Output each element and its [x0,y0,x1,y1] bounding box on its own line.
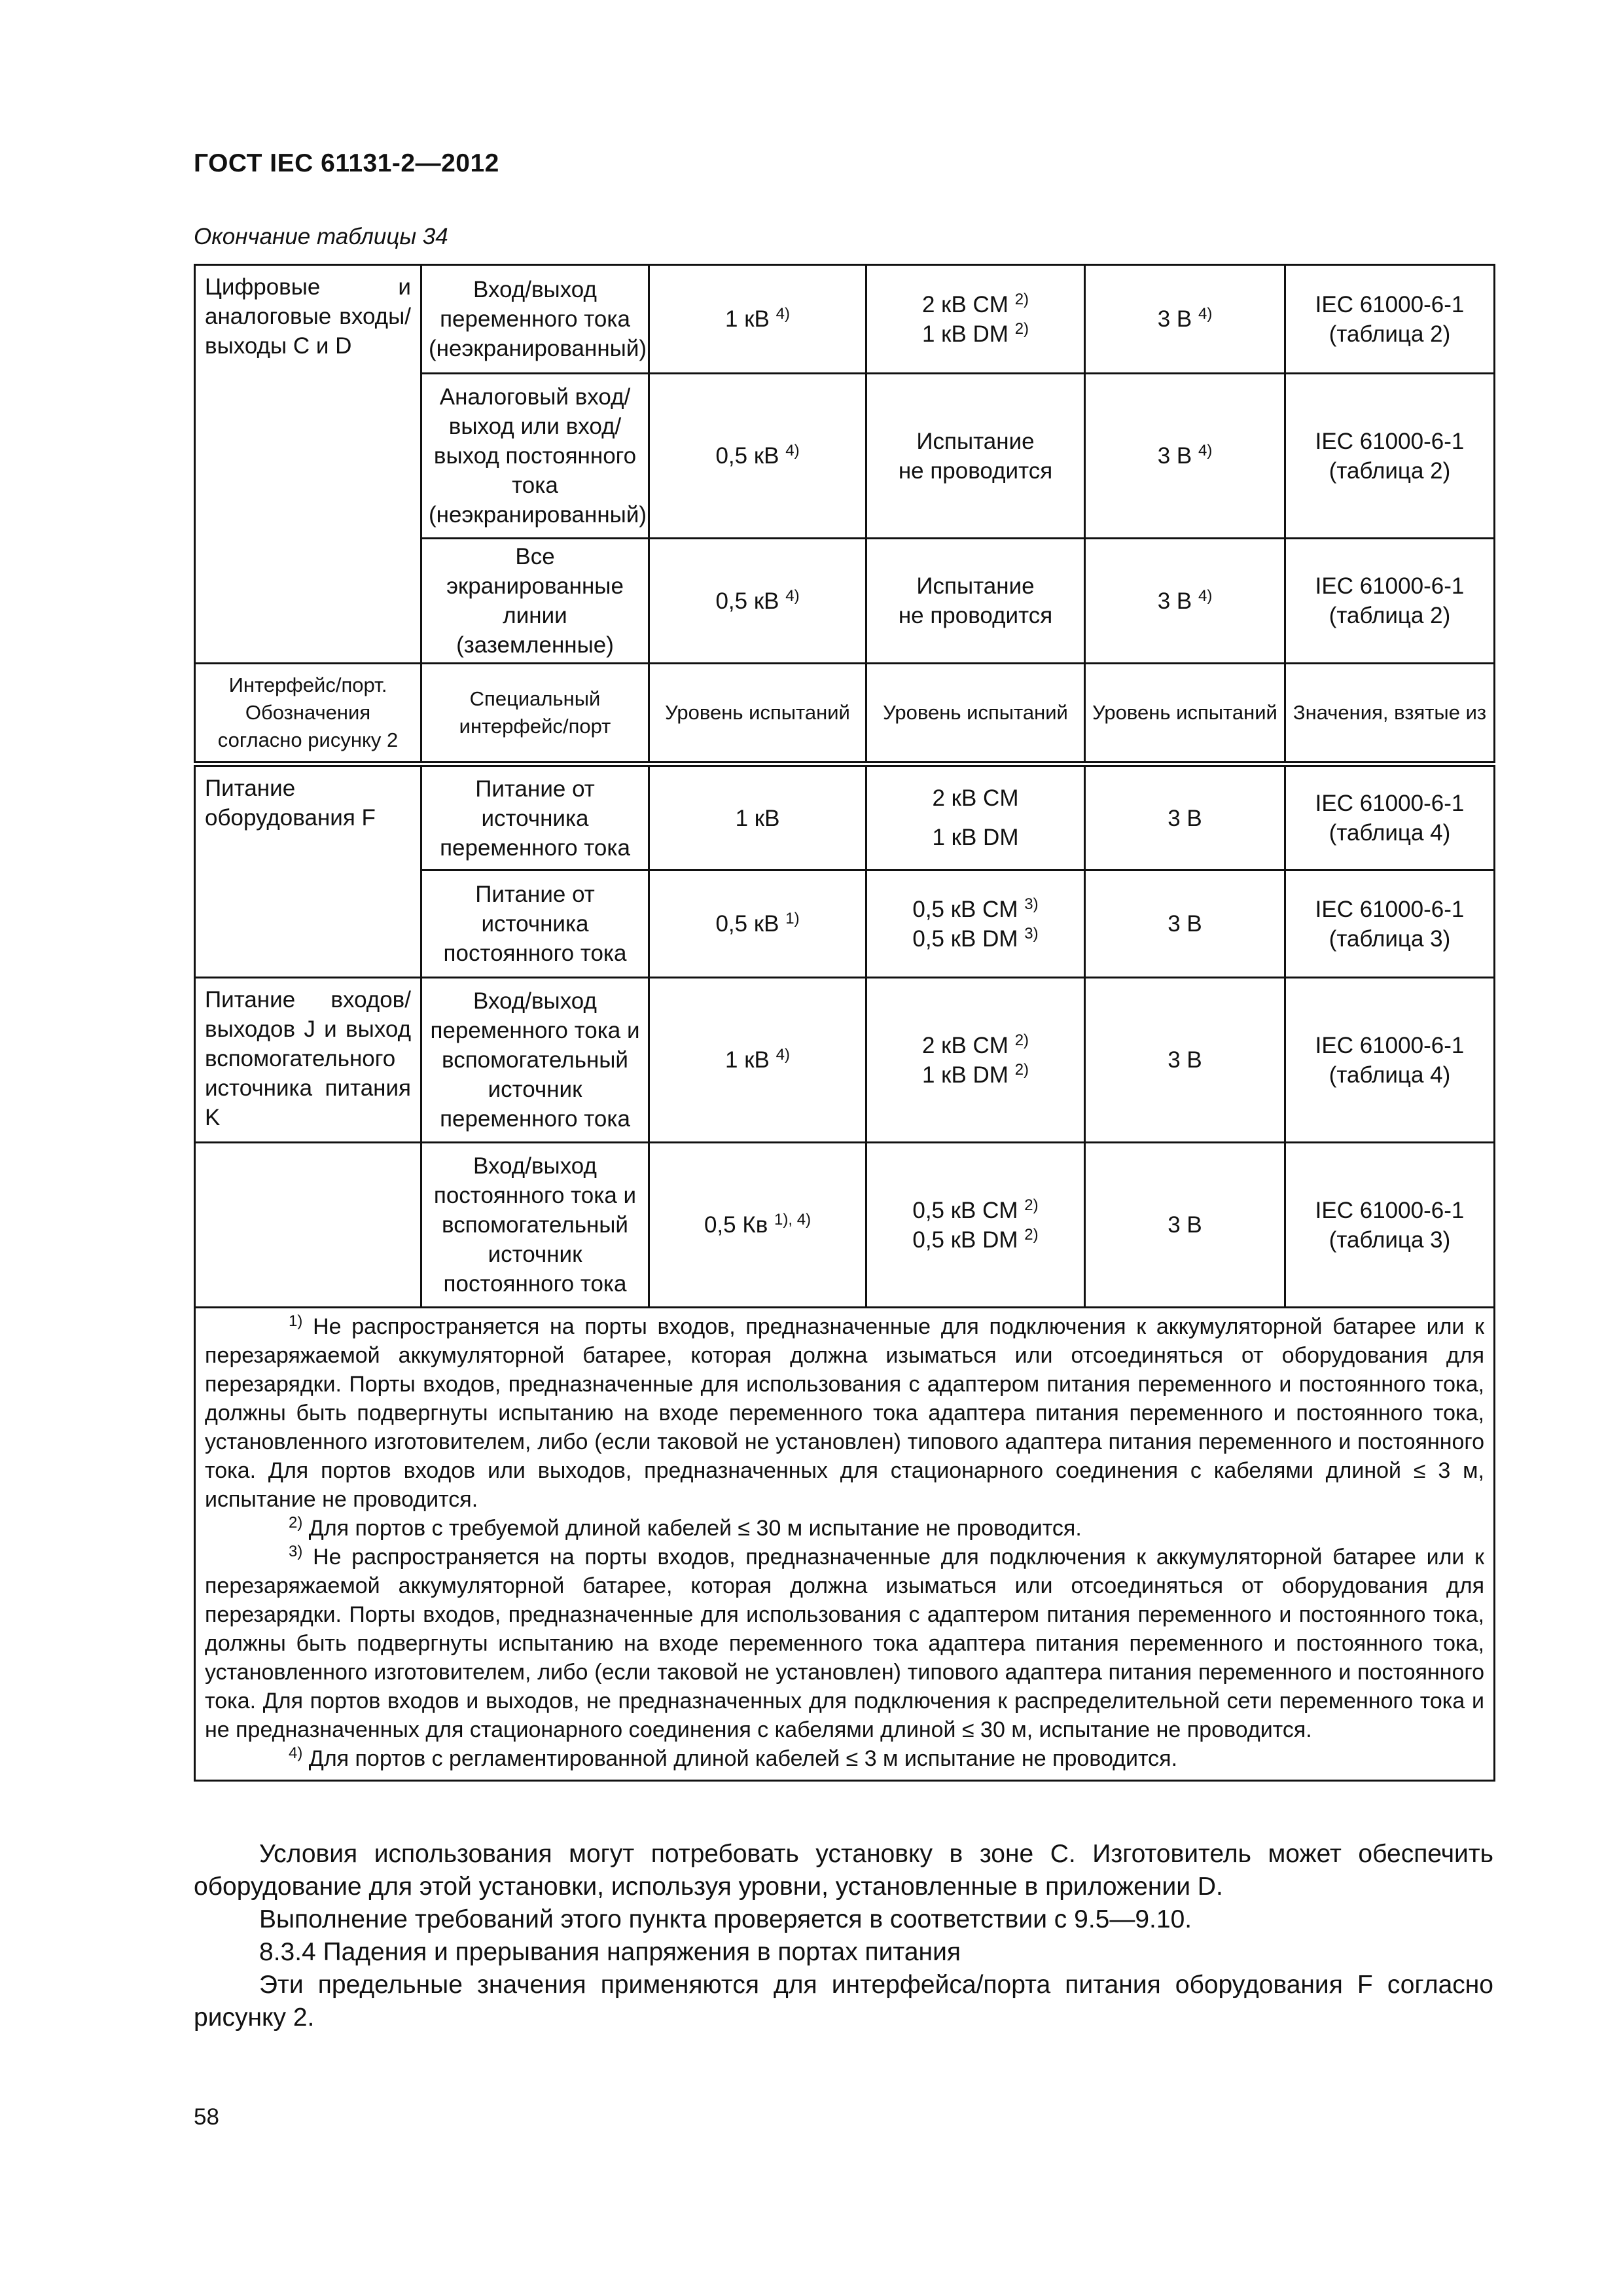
body-paragraph: Выполнение требований этого пункта проверяется в соответствии с 9.5—9.10. [259,1905,1192,1933]
rf-cell: 3 В $^{4)}$ [1085,374,1285,539]
burst-cell: 2 кВ CM $^{2)}$ 1 кВ DM $^{2)}$ [866,978,1085,1143]
surge-cell: 0,5 Кв $^{1), 4)}$ [649,1143,866,1308]
footnote: $^{4)}$ Для портов с регламентированной длиной кабелей ≤ 3 м испытание не проводится. [289,1744,1178,1771]
burst-cell: 0,5 кВ CM $^{3)}$ 0,5 кВ DM $^{3)}$ [866,870,1085,978]
rf-cell: 3 В $^{4)}$ [1085,265,1285,374]
rf-cell: 3 В $^{4)}$ [1085,539,1285,664]
standard-cell: IEC 61000-6-1 (таблица 3) [1285,870,1495,978]
standard-cell: IEC 61000-6-1 (таблица 2) [1285,539,1495,664]
body-paragraph: Условия использования могут потребовать установку в зоне С. Изготовитель может обеспечить оборудование для этой установки, используя уровни, установленные в приложении D. [194,1840,1493,1901]
surge-cell: 0,5 кВ $^{4)}$ [649,539,866,664]
standard-cell: IEC 61000-6-1 (таблица 2) [1285,265,1495,374]
burst-cell: 2 кВ CM 1 кВ DM [866,764,1085,870]
table-row [195,764,1495,870]
surge-cell: 0,5 кВ $^{1)}$ [649,870,866,978]
table-header-row [195,664,1495,764]
header-cell: Уровень испытаний [1085,664,1285,764]
header-cell: Специальный интерфейс/порт [421,664,649,764]
burst-cell: Испытание не проводится [866,374,1085,539]
notes-row [195,1308,1495,1781]
standard-cell: IEC 61000-6-1 (таблица 2) [1285,374,1495,539]
footnote: $^{1)}$ Не распространяется на порты входов, предназначенные для подключения к аккумуляторной батарее или к перезаряжаемой аккумуляторной батарее, которая должна изыматься или отсоединяться от оборудования для перезарядки. Порты входов, предназначенные для использования с адаптером питания переменного и постоянного тока, должны быть подвергнуты испытанию на входе переменного тока адаптера питания переменного и постоянного тока, установленного изготовителем, либо (если таковой не установлен) типового адаптера питания переменного и постоянного тока. Для портов входов или выходов, предназначенных для стационарного соединения с кабелями длиной ≤ 3 м, испытание не проводится. [205,1312,1484,1512]
document-header: ГОСТ IEC 61131-2—2012 [194,149,499,177]
footnote: $^{3)}$ Не распространяется на порты входов, предназначенные для подключения к аккумуляторной батарее или к перезаряжаемой аккумуляторной батарее, которая должна изыматься или отсоединяться от оборудования для перезарядки. Порты входов, предназначенные для использования с адаптером питания переменного и постоянного тока, должны быть подвергнуты испытанию на входе переменного тока адаптера питания переменного и постоянного тока, установленного изготовителем, либо (если таковой не установлен) типового адаптера питания переменного и постоянного тока. Для портов входов и выходов, не предназначенных для подключения к распределительной сети переменного тока и не предназначенных для стационарного соединения с кабелями длиной ≤ 30 м, испытание не проводится. [205,1543,1484,1742]
surge-cell: 1 кВ $^{4)}$ [649,978,866,1143]
header-cell: Уровень испытаний [866,664,1085,764]
group-label: Питание оборудования F [195,764,421,978]
port-cell: Питание от источника постоянного тока [421,870,649,978]
body-text [194,1838,1493,2034]
port-cell: Питание от источника переменного тока [421,764,649,870]
port-cell: Вход/выход постоянного тока и вспомогательный источник постоянного тока [421,1143,649,1308]
standard-cell: IEC 61000-6-1 (таблица 4) [1285,764,1495,870]
burst-cell: 0,5 кВ CM $^{2)}$ 0,5 кВ DM $^{2)}$ [866,1143,1085,1308]
footnote: $^{2)}$ Для портов с требуемой длиной кабелей ≤ 30 м испытание не проводится. [289,1514,1082,1541]
port-cell: Все экранированные линии (заземленные) [421,539,649,664]
rf-cell: 3 В [1085,978,1285,1143]
rf-cell: 3 В [1085,764,1285,870]
surge-cell: 1 кВ $^{4)}$ [649,265,866,374]
standard-cell: IEC 61000-6-1 (таблица 4) [1285,978,1495,1143]
group-label: Цифровые и аналоговые входы/выходы C и D [195,265,421,664]
table-row [195,978,1495,1143]
rf-cell: 3 В [1085,870,1285,978]
port-cell: Вход/выход переменного тока и вспомогательный источник переменного тока [421,978,649,1143]
table-row [195,1143,1495,1308]
group-label-empty [195,1143,421,1308]
table-row [195,265,1495,374]
header-cell: Значения, взятые из [1285,664,1495,764]
surge-cell: 1 кВ [649,764,866,870]
page-number: 58 [194,2104,219,2130]
section-heading: 8.3.4 Падения и прерывания напряжения в портах питания [259,1938,961,1966]
port-cell: Аналоговый вход/выход или вход/выход постоянного тока (неэкранированный) [421,374,649,539]
immunity-table [194,264,1495,1782]
footnotes [195,1308,1495,1781]
burst-cell: 2 кВ CM $^{2)}$ 1 кВ DM $^{2)}$ [866,265,1085,374]
group-label: Питание входов/выходов J и выход вспомогательного источника питания K [195,978,421,1143]
burst-cell: Испытание не проводится [866,539,1085,664]
surge-cell: 0,5 кВ $^{4)}$ [649,374,866,539]
standard-cell: IEC 61000-6-1 (таблица 3) [1285,1143,1495,1308]
rf-cell: 3 В [1085,1143,1285,1308]
port-cell: Вход/выход переменного тока (неэкранированный) [421,265,649,374]
body-paragraph: Эти предельные значения применяются для интерфейса/порта питания оборудования F согласно рисунку 2. [194,1971,1493,2032]
table-caption: Окончание таблицы 34 [194,224,448,249]
header-cell: Интерфейс/порт. Обозначения согласно рисунку 2 [195,664,421,764]
header-cell: Уровень испытаний [649,664,866,764]
